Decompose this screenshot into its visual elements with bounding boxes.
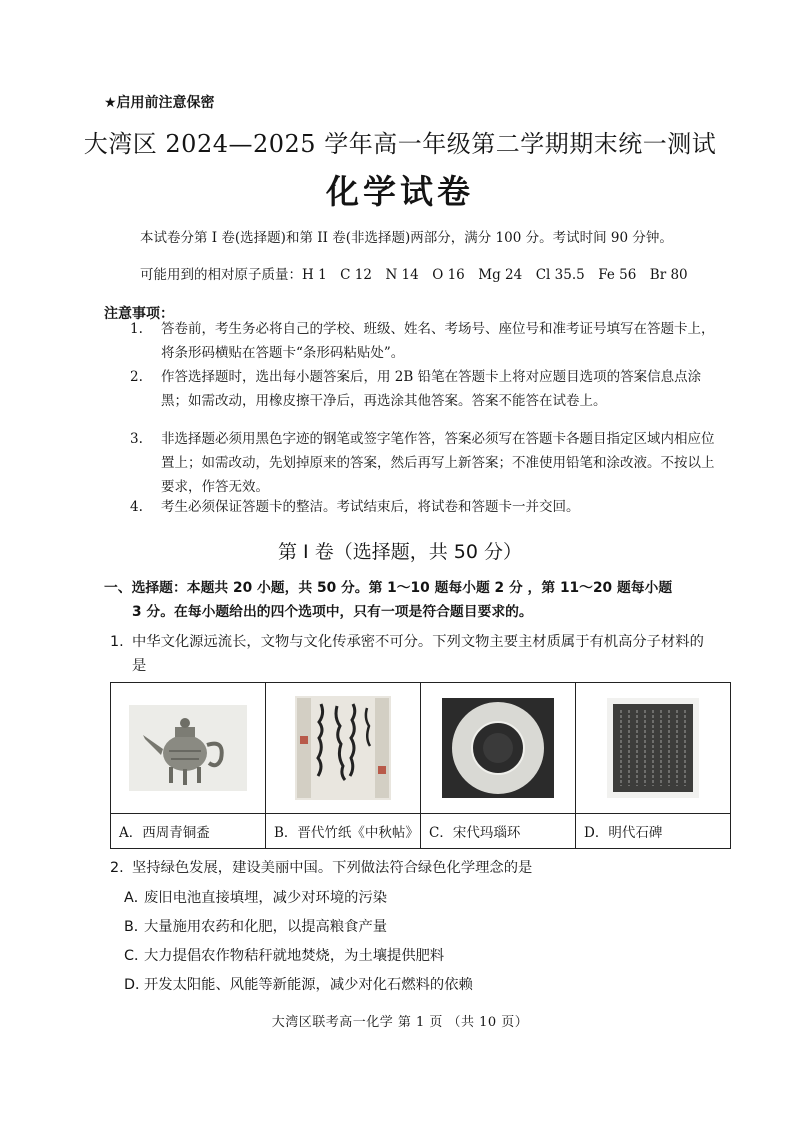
question-text: 坚持绿色发展，建设美丽中国。下列做法符合绿色化学理念的是 — [132, 860, 533, 876]
question-number: 2. — [110, 860, 124, 876]
atomic-masses: 可能用到的相对原子质量：H 1 C 12 N 14 O 16 Mg 24 Cl 35.5 Fe 56 Br 80 — [140, 267, 688, 283]
option-letter: A． — [124, 890, 149, 906]
stone-stele-image — [607, 698, 699, 798]
note-text: 作答选择题时，选出每小题答案后，用 2B 铅笔在答题卡上将对应题目选项的答案信息点涂黑；如需改动，用橡皮擦干净后，再选涂其他答案。答案不能答在试卷上。 — [161, 369, 702, 409]
section-instructions — [104, 576, 704, 624]
option-label: B．晋代竹纸《中秋帖》 — [266, 814, 421, 849]
calligraphy-scroll-image — [295, 696, 391, 800]
question-2 — [110, 856, 710, 880]
q2-option-b — [124, 916, 387, 936]
exam-intro: 本试卷分第 I 卷(选择题)和第 II 卷(非选择题)两部分，满分 100 分。考试时间 90 分钟。 — [140, 230, 673, 246]
note-number: 4. — [130, 499, 143, 515]
option-image-cell — [421, 683, 576, 814]
note-number: 3. — [130, 431, 143, 447]
relics-table — [110, 682, 731, 849]
section-title: 第 I 卷（选择题，共 50 分） — [278, 541, 522, 563]
option-label: D．明代石碑 — [576, 814, 731, 849]
confidential-mark: ★启用前注意保密 — [104, 95, 215, 111]
option-image-cell — [111, 683, 266, 814]
option-image-cell — [266, 683, 421, 814]
exam-title: 大湾区 2024—2025 学年高一年级第二学期期末统一测试 — [83, 130, 717, 158]
option-letter: C． — [124, 948, 149, 964]
note-text: 非选择题必须用黑色字迹的钢笔或签字笔作答，答案必须写在答题卡各题目指定区域内相应位置上；如需改动，先划掉原来的答案，然后再写上新答案；不准使用铅笔和涂改液。不按以上要求，作答无效。 — [161, 431, 715, 495]
question-number: 1. — [110, 634, 124, 650]
notes-heading: 注意事项： — [104, 306, 174, 322]
note-item — [130, 495, 720, 519]
note-number: 2. — [130, 369, 143, 385]
bronze-vessel-image — [129, 705, 247, 791]
option-label: A．西周青铜盉 — [111, 814, 266, 849]
agate-ring-image — [442, 698, 554, 798]
note-item — [130, 427, 720, 499]
section-instruction-line: 一、选择题：本题共 20 小题，共 50 分。第 1～10 题每小题 2 分 ，第 11～20 题每小题 — [104, 580, 673, 596]
question-1 — [110, 630, 710, 678]
note-number: 1. — [130, 321, 143, 337]
option-text: 开发太阳能、风能等新能源，减少对化石燃料的依赖 — [144, 977, 473, 993]
note-item — [130, 365, 720, 413]
q2-option-d — [124, 974, 473, 994]
page-footer: 大湾区联考高一化学 第 1 页 （共 10 页） — [271, 1015, 529, 1030]
option-letter: B． — [124, 919, 149, 935]
note-item — [130, 317, 720, 365]
q2-option-a — [124, 887, 387, 907]
note-text: 答卷前，考生务必将自己的学校、班级、姓名、考场号、座位号和准考证号填写在答题卡上，将条形码横贴在答题卡“条形码粘贴处”。 — [161, 321, 715, 361]
option-image-cell — [576, 683, 731, 814]
option-letter: D． — [124, 977, 150, 993]
option-text: 废旧电池直接填埋，减少对环境的污染 — [144, 890, 388, 906]
option-label: C．宋代玛瑙环 — [421, 814, 576, 849]
option-text: 大力提倡农作物秸秆就地焚烧，为土壤提供肥料 — [144, 948, 445, 964]
question-text: 中华文化源远流长，文物与文化传承密不可分。下列文物主要主材质属于有机高分子材料的是 — [132, 634, 704, 674]
section-instruction-line: 3 分。在每小题给出的四个选项中，只有一项是符合题目要求的。 — [132, 604, 533, 620]
option-text: 大量施用农药和化肥，以提高粮食产量 — [144, 919, 388, 935]
note-text: 考生必须保证答题卡的整洁。考试结束后，将试卷和答题卡一并交回。 — [161, 499, 580, 515]
q2-option-c — [124, 945, 444, 965]
subject-title: 化学试卷 — [326, 172, 474, 211]
